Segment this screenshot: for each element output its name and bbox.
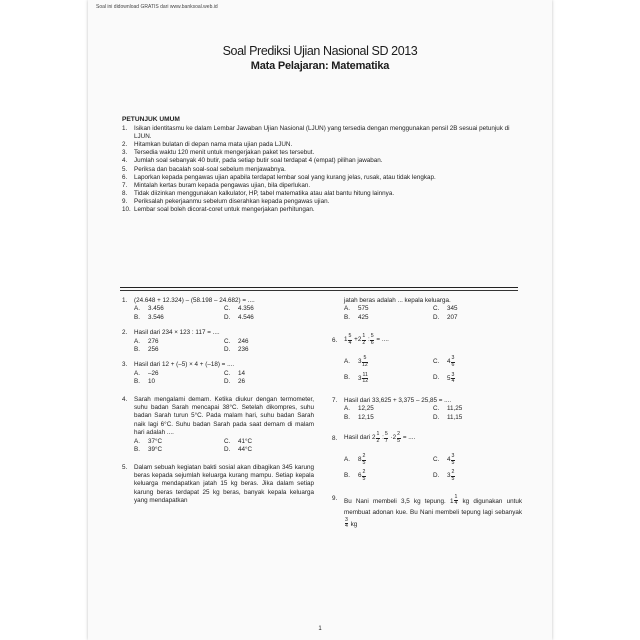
question-5 <box>122 464 314 506</box>
instruction-number: 3. <box>122 149 128 157</box>
option-value[interactable] <box>447 373 522 385</box>
numerator: 3 <box>451 453 455 460</box>
fraction <box>345 518 349 530</box>
option-value[interactable]: 276 <box>148 337 159 345</box>
denominator: 12 <box>362 378 369 385</box>
option-letter[interactable]: A. <box>344 405 350 413</box>
denominator: 5 <box>362 459 366 466</box>
operator: : <box>368 336 370 344</box>
instruction-text: Tersedia waktu 120 menit untuk mengerjakan paket tes tersebut. <box>134 149 315 157</box>
option-value[interactable]: 12,15 <box>358 413 374 421</box>
option-letter[interactable]: A. <box>344 456 350 464</box>
option-letter[interactable]: C. <box>433 358 440 366</box>
question-text: Sarah mengalami demam. Ketika diukur dengan termometer, suhu badan Sarah mencapai 38°C. Setelah dikompres, suhu badan Sarah turun 5°C. Pada malam hari, suhu badan Sarah naik lagi 6°C. Suhu badan Sarah pada saat demam di malam hari adalah .... <box>134 395 314 437</box>
option-letter[interactable]: C. <box>433 405 440 413</box>
question-number: 9. <box>332 494 338 502</box>
option-value[interactable]: 3.456 <box>148 305 164 313</box>
instruction-item <box>122 149 512 157</box>
fraction <box>362 373 368 385</box>
instruction-item <box>122 157 512 165</box>
questions-right-column <box>332 297 522 530</box>
denominator: 4 <box>348 339 352 346</box>
mixed-whole: 3 <box>358 358 362 366</box>
denominator: 5 <box>397 437 401 444</box>
option-letter[interactable]: C. <box>224 337 231 345</box>
option-letter[interactable]: B. <box>134 378 140 386</box>
fraction <box>451 470 455 482</box>
instruction-number: 8. <box>122 189 128 197</box>
option-letter[interactable]: A. <box>134 369 140 377</box>
option-letter[interactable]: C. <box>433 305 440 313</box>
download-note: Soal ini didownload GRATIS dari www.banksoal.web.id <box>96 4 218 10</box>
option-letter[interactable]: D. <box>224 378 231 386</box>
denominator: 2 <box>362 339 366 346</box>
denominator: 5 <box>451 459 455 466</box>
question-text: Dalam sebuah kegiatan bakti sosial akan dibagikan 345 karung beras kepada sejumlah keluarga kurang mampu. Setiap kepala keluarga mendapatkan jatah 15 kg beras. Jika dalam setiap karung beras terdapat 25 kg beras, banyak kepala keluarga yang mendapatkan <box>134 463 314 505</box>
question-expression <box>344 334 522 346</box>
question-6 <box>332 334 522 385</box>
question-3 <box>122 361 314 386</box>
option-value[interactable]: 575 <box>358 305 369 313</box>
option-value[interactable]: 14 <box>238 369 246 377</box>
option-value[interactable]: 10 <box>148 378 156 386</box>
instruction-number: 5. <box>122 165 128 173</box>
fraction <box>454 495 458 507</box>
numerator: 5 <box>370 333 374 340</box>
option-value[interactable]: 425 <box>358 313 369 321</box>
option-value[interactable]: 4.546 <box>238 313 254 321</box>
instruction-text: Hitamkan bulatan di depan nama mata ujian pada LJUN. <box>134 141 293 149</box>
answer-options <box>134 438 314 455</box>
mixed-whole: 8 <box>358 456 362 464</box>
instruction-text: Mintalah kertas buram kepada pengawas ujian, bila diperlukan. <box>134 181 311 189</box>
numerator: 11 <box>362 371 368 378</box>
option-value[interactable]: 41°C <box>238 437 253 445</box>
section-divider-thin <box>120 290 518 291</box>
option-letter[interactable]: B. <box>344 472 350 480</box>
option-value[interactable]: 11,25 <box>447 405 463 413</box>
option-value[interactable]: 44°C <box>238 446 253 454</box>
option-value[interactable] <box>447 356 522 368</box>
instruction-item <box>122 206 512 214</box>
question-number: 8. <box>332 435 338 442</box>
section-divider-thick <box>120 287 518 288</box>
numerator: 2 <box>362 469 366 476</box>
option-value[interactable]: 345 <box>447 305 458 313</box>
question-text: Hasil dari 12 + (–5) × 4 + (–18) = .... <box>134 361 235 369</box>
instruction-text: Periksa dan bacalah soal-soal sebelum menjawabnya. <box>134 165 286 173</box>
option-value[interactable] <box>447 470 522 482</box>
option-letter[interactable]: C. <box>224 305 231 313</box>
expression-tail: = .... <box>376 336 389 344</box>
instruction-number: 1. <box>122 125 128 133</box>
option-letter[interactable]: A. <box>134 305 140 313</box>
mixed-whole: 4 <box>447 456 451 464</box>
operator: + <box>354 336 358 344</box>
option-value[interactable]: –26 <box>148 369 159 377</box>
fraction <box>397 432 401 444</box>
mixed-whole: 4 <box>447 358 451 366</box>
question-text <box>344 495 522 530</box>
instruction-item <box>122 125 512 141</box>
option-letter[interactable]: B. <box>134 346 140 354</box>
answer-options <box>344 356 522 384</box>
denominator: 4 <box>454 500 458 507</box>
instruction-text: Periksalah pekerjaanmu sebelum diserahkan kepada pengawas ujian. <box>134 197 330 205</box>
option-letter[interactable]: D. <box>224 313 231 321</box>
denominator: 4 <box>451 378 455 385</box>
option-letter[interactable]: D. <box>224 346 231 354</box>
answer-options <box>134 370 314 387</box>
numerator: 1 <box>376 431 380 437</box>
option-value[interactable] <box>447 454 522 466</box>
exam-title: Soal Prediksi Ujian Nasional SD 2013 <box>222 44 418 58</box>
numerator: 3 <box>345 516 348 523</box>
option-letter[interactable]: C. <box>433 456 440 464</box>
option-letter[interactable]: B. <box>344 374 350 382</box>
general-instructions <box>122 116 512 214</box>
instruction-item <box>122 198 512 206</box>
question-1 <box>122 297 314 322</box>
question-text-part: kg <box>350 520 358 528</box>
answer-options <box>344 454 522 482</box>
denominator: 7 <box>384 437 388 444</box>
mixed-whole: 6 <box>358 472 362 480</box>
question-5-continued <box>332 297 522 322</box>
answer-options <box>344 405 522 422</box>
option-letter[interactable]: D. <box>433 472 440 480</box>
answer-options <box>344 305 522 322</box>
option-letter[interactable]: B. <box>134 313 140 321</box>
questions-left-column <box>122 297 314 506</box>
question-number: 2. <box>122 329 128 337</box>
question-number: 3. <box>122 361 128 369</box>
question-number: 4. <box>122 395 128 403</box>
fraction <box>384 432 388 444</box>
mixed-whole: 1 <box>344 336 348 344</box>
fraction <box>370 334 374 346</box>
mixed-whole: 5 <box>447 374 451 382</box>
question-text: (24.648 + 12.324) – (58.198 – 24.682) = .... <box>134 297 255 304</box>
option-letter[interactable]: A. <box>344 305 350 313</box>
option-value[interactable]: 246 <box>238 337 249 345</box>
numerator: 1 <box>362 333 366 340</box>
instruction-number: 4. <box>122 157 128 165</box>
option-value[interactable]: 12,25 <box>358 405 374 413</box>
operator: : <box>382 433 384 441</box>
instruction-text: Lembar soal boleh dicorat-coret untuk mengerjakan perhitungan. <box>134 206 315 214</box>
mixed-whole: 2 <box>372 433 376 441</box>
fraction <box>451 373 455 385</box>
question-7 <box>332 397 522 422</box>
option-letter[interactable]: D. <box>433 374 440 382</box>
numerator: 2 <box>397 431 401 437</box>
mixed-whole: 3 <box>447 472 451 480</box>
option-letter[interactable]: D. <box>433 313 440 321</box>
option-letter[interactable]: C. <box>224 437 231 445</box>
question-text-part: Bu Nani membeli 3,5 kg tepung. 1 <box>344 497 454 505</box>
option-value[interactable] <box>358 454 433 466</box>
question-text: Hasil dari 234 × 123 : 117 = .... <box>134 329 220 337</box>
fraction <box>451 454 455 466</box>
exam-page <box>88 0 552 640</box>
option-letter[interactable]: D. <box>433 413 440 421</box>
instruction-text: Jumlah soal sebanyak 40 butir, pada setiap butir soal terdapat 4 (empat) pilihan jawaban. <box>134 157 383 165</box>
fraction <box>362 470 366 482</box>
denominator: 5 <box>451 475 455 482</box>
question-text: Hasil dari 33,625 + 3,375 – 25,85 = .... <box>344 396 452 404</box>
fraction <box>362 334 366 346</box>
question-2 <box>122 329 314 354</box>
option-value[interactable] <box>358 373 433 385</box>
option-letter[interactable]: A. <box>344 358 350 366</box>
option-value[interactable]: 26 <box>238 378 246 386</box>
option-letter[interactable]: B. <box>344 413 350 421</box>
denominator: 4 <box>345 523 348 530</box>
fraction <box>362 454 366 466</box>
answer-options <box>134 305 314 322</box>
denominator: 12 <box>362 362 368 368</box>
numerator: 2 <box>362 453 366 460</box>
operator: · <box>390 433 393 441</box>
instruction-number: 9. <box>122 197 128 205</box>
mixed-whole: 2 <box>392 433 397 441</box>
fraction <box>362 356 368 368</box>
question-4 <box>122 396 314 455</box>
fraction <box>348 334 352 346</box>
instruction-text: Tidak diizinkan menggunakan kalkulator, HP, tabel matematika atau alat bantu hitung lainnya. <box>134 189 395 197</box>
question-9 <box>332 495 522 530</box>
numerator: 5 <box>384 431 388 437</box>
instruction-item <box>122 174 512 182</box>
option-letter[interactable]: A. <box>134 337 140 345</box>
mixed-whole: 3 <box>358 374 362 382</box>
denominator: 5 <box>362 475 366 482</box>
option-value[interactable]: 4.356 <box>238 305 254 313</box>
question-number: 5. <box>122 463 128 471</box>
question-number: 7. <box>332 396 338 404</box>
option-value[interactable]: 3.546 <box>148 313 164 321</box>
option-value[interactable]: 236 <box>238 346 249 354</box>
expression-tail: = .... <box>402 433 416 441</box>
numerator: 2 <box>451 469 455 476</box>
instruction-number: 2. <box>122 141 128 149</box>
question-number: 1. <box>122 297 128 304</box>
instruction-item <box>122 190 512 198</box>
denominator: 6 <box>370 339 374 346</box>
instructions-heading: PETUNJUK UMUM <box>122 116 180 123</box>
fraction <box>376 432 380 444</box>
option-value[interactable]: 39°C <box>148 446 163 454</box>
question-text-part: kg digunakan untuk membuat adonan kue. Bu Nani membeli tepung lagi sebanyak <box>344 497 523 516</box>
option-letter[interactable]: A. <box>134 437 140 445</box>
instruction-text: Laporkan kepada pengawas ujian apabila terdapat lembar soal yang kurang jelas, rusak, atau tidak lengkap. <box>134 173 436 181</box>
question-expression <box>344 432 522 444</box>
question-8 <box>332 432 522 483</box>
instruction-item <box>122 166 512 174</box>
expression-lead: Hasil dari <box>344 433 371 441</box>
numerator: 3 <box>451 371 455 378</box>
instruction-text: Isikan identitasmu ke dalam Lembar Jawaban Ujian Nasional (LJUN) yang tersedia dengan menggunakan pensil 2B sesuai petunjuk di LJUN. <box>134 125 510 141</box>
fraction <box>451 356 455 368</box>
page-number: 1 <box>318 626 322 632</box>
numerator: 3 <box>451 355 455 362</box>
instruction-number: 7. <box>122 181 128 189</box>
option-letter[interactable]: B. <box>134 446 140 454</box>
numerator: 5 <box>348 333 352 340</box>
option-value[interactable] <box>358 470 433 482</box>
option-value[interactable] <box>358 356 433 368</box>
option-value[interactable]: 207 <box>447 313 458 321</box>
option-value[interactable]: 256 <box>148 346 159 354</box>
option-letter[interactable]: B. <box>344 313 350 321</box>
option-value[interactable]: 11,15 <box>447 413 463 421</box>
numerator: 5 <box>363 355 367 362</box>
denominator: 2 <box>376 437 380 444</box>
option-letter[interactable]: C. <box>224 369 231 377</box>
denominator: 6 <box>451 362 455 368</box>
question-text: jatah beras adalah ... kepala keluarga. <box>344 297 451 304</box>
instruction-item <box>122 141 512 149</box>
answer-options <box>134 338 314 355</box>
instruction-number: 6. <box>122 173 128 181</box>
option-letter[interactable]: D. <box>224 446 231 454</box>
subject-title: Mata Pelajaran: Matematika <box>250 60 390 72</box>
numerator: 1 <box>454 493 458 500</box>
mixed-whole: 2 <box>357 336 362 344</box>
instruction-number: 10. <box>122 206 131 214</box>
instruction-item <box>122 182 512 190</box>
option-value[interactable]: 37°C <box>148 437 163 445</box>
question-number: 6. <box>332 337 338 345</box>
